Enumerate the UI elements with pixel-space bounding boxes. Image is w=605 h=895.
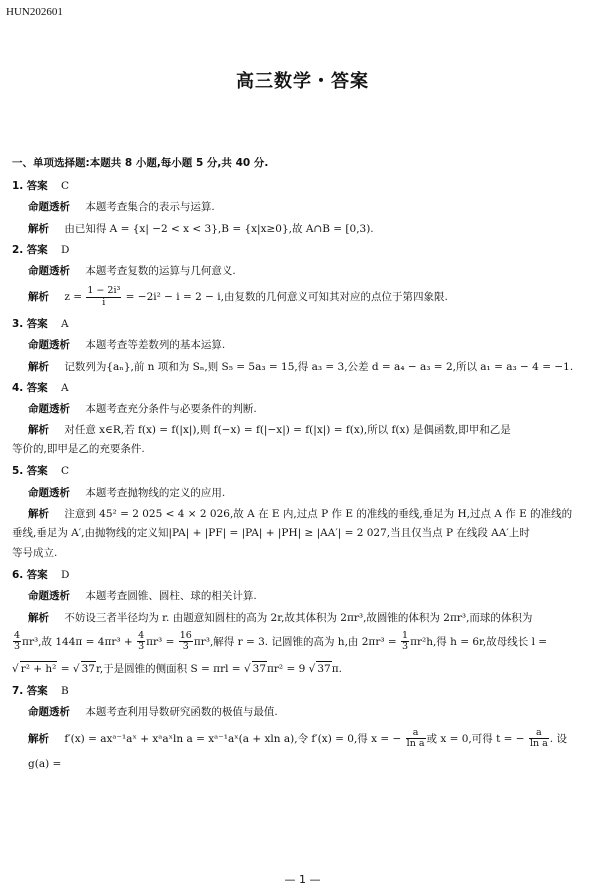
answer-value: D [60, 243, 70, 256]
fraction-numerator: 4 [14, 629, 21, 641]
fraction [406, 728, 426, 750]
sqrt-sign: √ [243, 662, 251, 675]
intent-text: 本题考查利用导数研究函数的极值与最值. [85, 706, 278, 719]
sqrt-radicand: 37 [252, 662, 267, 675]
sqrt-sign: √ [72, 662, 80, 675]
fraction [179, 631, 193, 653]
fraction-denominator: 3 [402, 641, 409, 653]
fraction-denominator: ln a [529, 738, 548, 749]
sqrt-radicand: r² + h² [20, 662, 57, 675]
intent-text: 本题考查集合的表示与运算. [85, 201, 215, 214]
answer-line [12, 243, 591, 257]
intent-label: 命题透析 [28, 339, 70, 352]
section-heading: 一、单项选择题:本题共 8 小题,每小题 5 分,共 40 分. [12, 157, 269, 169]
question-number: 7. [12, 685, 24, 698]
solution-label: 解析 [28, 222, 49, 235]
intent-label: 命题透析 [28, 590, 70, 603]
answer-label: 答案 [26, 180, 48, 193]
solution-text: πr³ = [146, 635, 175, 648]
question-3 [12, 317, 591, 374]
solution-line [12, 222, 591, 236]
fraction [13, 631, 21, 653]
solution-text: f′(x) = axᵃ⁻¹aˣ + xᵃaˣln a = xᵃ⁻¹aˣ(a + xln a),令 f′(x) = 0,得 x = − [64, 732, 402, 745]
solution-text: 由已知得 A = {x| −2 < x < 3},B = {x|x≥0},故 A∩B = [0,3). [64, 222, 374, 235]
solution-text: πr³,故 144π = 4πr³ + [22, 635, 133, 648]
solution-line [12, 507, 591, 521]
question-7 [12, 684, 591, 777]
solution-label: 解析 [28, 507, 49, 520]
answer-value: C [60, 465, 70, 478]
solution-label: 解析 [28, 732, 49, 745]
solution-label: 解析 [28, 360, 49, 373]
fraction [86, 286, 121, 308]
intent-label: 命题透析 [28, 706, 70, 719]
intent-label: 命题透析 [28, 264, 70, 277]
intent-line [12, 338, 591, 352]
intent-line [12, 705, 591, 719]
question-number: 2. [12, 243, 24, 256]
solution-continuation: 等号成立. [12, 547, 58, 560]
solution-label: 解析 [28, 611, 49, 624]
intent-text: 本题考查圆锥、圆柱、球的相关计算. [85, 590, 257, 603]
question-5 [12, 464, 591, 560]
solution-text: r,于是圆锥的侧面积 S = πrl = [95, 662, 241, 675]
solution-line [12, 727, 591, 777]
solution-text: 注意到 45² = 2 025 < 4 × 2 026,故 A 在 E 内,过点 P 作 E 的准线的垂线,垂足为 H,过点 A 作 E 的准线的 [64, 507, 573, 520]
answer-line [12, 179, 591, 193]
answer-value: A [60, 318, 69, 331]
intent-text: 本题考查复数的运算与几何意义. [85, 264, 236, 277]
answer-line [12, 684, 591, 698]
intent-text: 本题考查等差数列的基本运算. [85, 339, 226, 352]
question-number: 1. [12, 180, 24, 193]
solution-text: = [60, 662, 70, 675]
solution-line [12, 423, 591, 437]
solution-continuation: 等价的,即甲是乙的充要条件. [12, 443, 145, 456]
solution-label: 解析 [28, 291, 49, 304]
intent-line [12, 589, 591, 603]
solution-text: = −2i² − i = 2 − i,由复数的几何意义可知其对应的点位于第四象限. [125, 291, 448, 304]
answer-line [12, 464, 591, 478]
answer-line [12, 568, 591, 582]
answer-value: D [60, 569, 70, 582]
question-number: 3. [12, 318, 24, 331]
intent-text: 本题考查抛物线的定义的应用. [85, 486, 226, 499]
fraction-numerator: 16 [179, 629, 192, 641]
solution-line [12, 611, 591, 625]
intent-text: 本题考查充分条件与必要条件的判断. [85, 402, 257, 415]
sqrt-radicand: 37 [317, 662, 331, 675]
answer-line [12, 317, 591, 331]
answer-value: C [60, 180, 70, 193]
solution-text: πr²h,得 h = 6r,故母线长 l = [410, 635, 548, 648]
fraction [401, 631, 409, 653]
question-2 [12, 243, 591, 311]
fraction-numerator: a [406, 728, 426, 739]
solution-lead: z = [64, 291, 83, 304]
answer-label: 答案 [26, 243, 48, 256]
question-6 [12, 568, 591, 676]
solution-text: π. [331, 662, 342, 675]
intent-line [12, 200, 591, 214]
fraction [529, 728, 549, 750]
fraction-numerator: a [529, 728, 549, 739]
page-number: — 1 — [284, 873, 321, 886]
sqrt-radicand: 37 [81, 662, 95, 675]
fraction [137, 631, 145, 653]
fraction-numerator: 4 [138, 629, 145, 641]
intent-label: 命题透析 [28, 402, 70, 415]
sqrt-sign: √ [12, 662, 19, 675]
fraction-denominator: ln a [406, 738, 425, 749]
solution-line [12, 360, 591, 374]
intent-line [12, 486, 591, 500]
solution-text: πr² = 9 [267, 662, 306, 675]
answer-value: B [60, 685, 69, 698]
answer-value: A [60, 381, 69, 394]
answer-label: 答案 [26, 465, 48, 478]
solution-text: 对任意 x∈R,若 f(x) = f(|x|),则 f(−x) = f(|−x|) = f(|x|) = f(x),所以 f(x) 是偶函数,即甲和乙是 [64, 424, 511, 437]
solution-line [12, 285, 591, 310]
answer-line [12, 381, 591, 395]
fraction-numerator: 1 [402, 629, 409, 641]
question-number: 4. [12, 381, 24, 394]
fraction-denominator: 3 [138, 641, 145, 653]
question-4 [12, 381, 591, 457]
solution-continuation: 垂线,垂足为 A′,由抛物线的定义知|PA| + |PF| = |PA| + |PH| ≥ |AA′| = 2 027,当且仅当点 P 在线段 AA′上时 [12, 526, 530, 539]
question-1 [12, 179, 591, 236]
intent-label: 命题透析 [28, 486, 70, 499]
fraction-denominator: 3 [14, 641, 21, 653]
solution-text: 记数列为{aₙ},前 n 项和为 Sₙ,则 S₅ = 5a₃ = 15,得 a₃ = 3,公差 d = a₄ − a₃ = 2,所以 a₁ = a₃ − 4 = −1. [64, 360, 574, 373]
answer-key-body [12, 156, 591, 784]
answer-label: 答案 [26, 569, 48, 582]
intent-label: 命题透析 [28, 201, 70, 214]
solution-continuation [12, 630, 591, 655]
solution-text: . 设 g(a) = [28, 732, 567, 770]
answer-label: 答案 [26, 685, 48, 698]
solution-label: 解析 [28, 424, 49, 437]
sqrt-sign: √ [308, 662, 316, 675]
solution-text: 或 x = 0,可得 t = − [426, 732, 525, 745]
solution-text: πr³,解得 r = 3. 记圆锥的高为 h,由 2πr³ = [193, 635, 397, 648]
question-number: 6. [12, 569, 24, 582]
solution-continuation [12, 661, 591, 676]
answer-label: 答案 [26, 318, 48, 331]
solution-text: 不妨设三者半径均为 r. 由题意知圆柱的高为 2r,故其体积为 2πr³,故圆锥的体积为 2πr³,而球的体积为 [64, 611, 533, 624]
fraction-numerator: 1 − 2i³ [87, 285, 121, 297]
fraction-denominator: i [102, 296, 106, 308]
intent-line [12, 264, 591, 278]
question-number: 5. [12, 465, 24, 478]
intent-line [12, 402, 591, 416]
fraction-denominator: 3 [182, 641, 189, 653]
answer-label: 答案 [26, 381, 48, 394]
page-title: 高三数学・答案 [236, 71, 369, 92]
document-code: HUN202601 [6, 6, 63, 18]
